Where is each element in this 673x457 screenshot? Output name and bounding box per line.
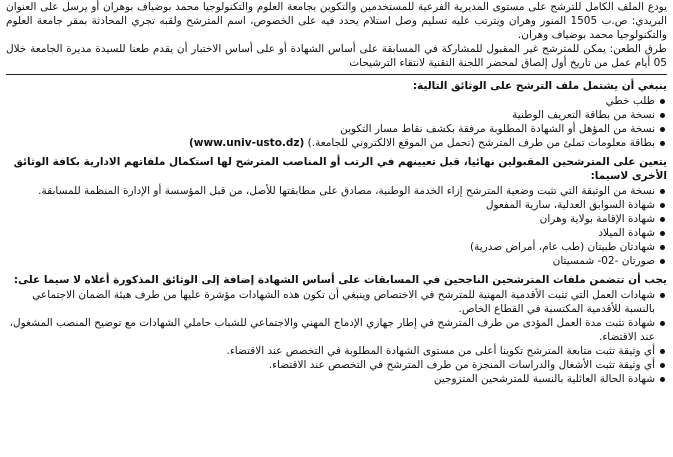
list-item: شهادة تثبت مدة العمل المؤدى من طرف المترشح في إطار جهازي الإدماج المهني والاجتماعي للشباب حاملي الشهادات مع توضيح المنصب المشغول، عند الاقتضاء. xyxy=(6,316,667,344)
section2-list xyxy=(6,184,667,268)
intro-paragraph-deposit: يودع الملف الكامل للترشح على مستوى المديرية الفرعية للمستخدمين والتكوين بجامعة العلوم والتكنولوجيا محمد بوضياف بوهران أو يرسل على العنوان البريدي: ص.ب 1505 المنور وهران ويترتب عليه تسليم وصل استلام يحدد فيه على الخصوص، اسم المترشح ولقبه تجري المحادثة بمقر جامعة العلوم والتكنولوجيا محمد بوضياف وهران. xyxy=(6,1,667,41)
list-item: طلب خطي xyxy=(6,94,667,108)
list-item: أي وثيقة تثبت الأشغال والدراسات المنجزة من طرف المترشح في التخصص عند الاقتضاء. xyxy=(6,358,667,372)
list-item: شهادة الميلاد xyxy=(6,226,667,240)
section1-list xyxy=(6,94,667,150)
section3-list xyxy=(6,288,667,386)
website-url: (www.univ-usto.dz) xyxy=(188,137,305,149)
section1-heading: ينبغي أن يشتمل ملف الترشح على الوثائق التالية: xyxy=(412,80,667,92)
list-item: شهادات العمل التي تثبت الأقدمية المهنية للمترشح في الاختصاص وينبغي أن تكون هذه الشهادات مؤشرة عليها من طرف هيئة الضمان الاجتماعي بالنسبة للأقدمية المكتسبة في القطاع الخاص. xyxy=(6,288,667,316)
list-item-text: بطاقة معلومات تملئ من طرف المترشح (تحمل من الموقع الالكتروني للجامعة.) xyxy=(307,137,655,149)
list-item: شهادة السوابق العدلية، سارية المفعول xyxy=(6,198,667,212)
section-divider xyxy=(6,74,667,75)
list-item xyxy=(6,136,667,150)
section3-heading: يجب أن تتضمن ملفات المترشحين الناجحين في المسابقات على أساس الشهادة إضافة إلى الوثائق المذكورة أعلاه لا سيما على: xyxy=(13,274,667,286)
list-item: شهادتان طبيتان (طب عام، أمراض صدرية) xyxy=(6,240,667,254)
intro-paragraph-appeal: طرق الطعن: يمكن للمترشح غير المقبول للمشاركة في المسابقة على أساس الشهادة أو على أساس الاختبار أن يقدم طعنا للسيدة مديرة الجامعة خلال 05 أيام عمل من تاريخ أول إلصاق لمحضر اللجنة التقنية لانتقاء الترشيحات xyxy=(6,43,667,69)
list-item: نسخة من الوثيقة التي تثبت وضعية المترشح إزاء الخدمة الوطنية، مصادق على مطابقتها للأصل، من قبل المؤسسة أو الإدارة المنظمة للمسابقة. xyxy=(6,184,667,198)
list-item: أي وثيقة تثبت متابعة المترشح تكوينا أعلى من مستوى الشهادة المطلوبة في التخصص عند الاقتضاء. xyxy=(6,344,667,358)
list-item: نسخة من المؤهل أو الشهادة المطلوبة مرفقة بكشف نقاط مسار التكوين xyxy=(6,122,667,136)
intro-section xyxy=(6,0,667,70)
section2-heading: يتعين على المترشحين المقبولين نهائيا، قبل تعيينهم في الرتب أو المناصب المترشح لها استكمال ملفاتهم الادارية بكافة الوثائق الأخرى لاسيما: xyxy=(13,156,667,182)
list-item: صورتان -02- شمسيتان xyxy=(6,254,667,268)
list-item: نسخة من بطاقة التعريف الوطنية xyxy=(6,108,667,122)
list-item: شهادة الحالة العائلية بالنسبة للمترشحين المتزوجين xyxy=(6,372,667,386)
list-item: شهادة الإقامة بولاية وهران xyxy=(6,212,667,226)
